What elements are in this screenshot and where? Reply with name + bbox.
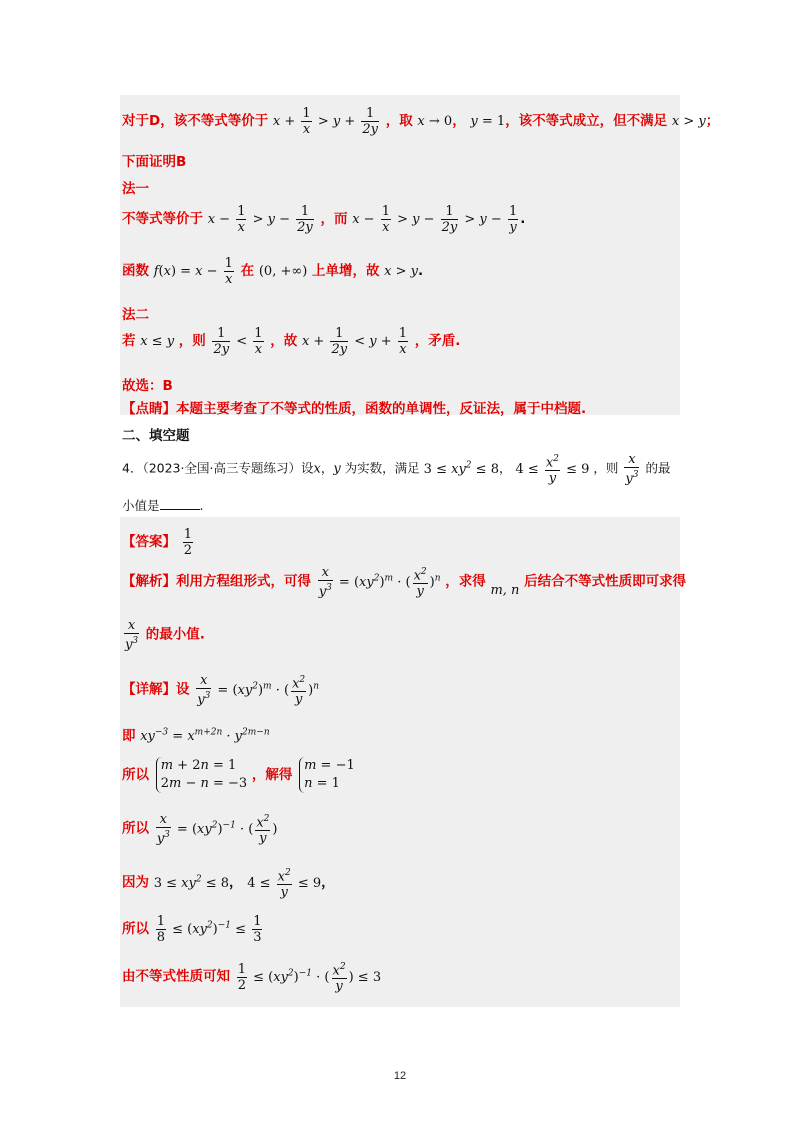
detail-line-5: 因为 $3 \le xy^2 \le 8$， 4 ≤ $\frac{x^2}{y}$ ≤ 9， <box>122 868 335 901</box>
answer-choice: 故选：B <box>122 378 173 394</box>
detail-line-6: 所以 $\frac{1}{8}$ ≤ $(xy^2)^{-1}$ ≤ $\frac{1}{3}$ <box>122 914 262 945</box>
method-one-line-2: 函数 f(x) = x − $\frac{1}{x}$ 在 (0, +∞) 上单增，故 x > y. <box>122 256 424 287</box>
answer-line: 【答案】 $\frac{1}{2}$ <box>122 527 192 558</box>
detail-line-7: 由不等式性质可知 $\frac{1}{2}$ ≤ $(xy^2)^{-1}$ · ( $\frac{x^2}{y}$ ) ≤ 3 <box>122 961 382 995</box>
solution-3-background <box>120 95 680 415</box>
method-two-line: 若 x ≤ y ，则 $\frac{1}{2y}$ < $\frac{1}{x}$ ，故 x + $\frac{1}{2y}$ < y + $\frac{1}{x}$ ，矛盾. <box>122 326 461 357</box>
detail-line-3: 所以 m + 2n = 1 2m − n = −3 ，解得 m = −1 n = 1 <box>122 758 355 791</box>
detail-line-1: 【详解】设 $\frac{x}{y^3}$ = $(xy^2)^m$ · ( $\frac{x^2}{y}$ )$^n$ <box>122 673 320 708</box>
method-two-heading: 法二 <box>122 307 149 323</box>
detail-line-4: 所以 $\frac{x}{y^3}$ = $(xy^2)^{-1}$ · ( $\frac{x^2}{y}$ ) <box>122 812 278 847</box>
answer-blank <box>160 509 200 510</box>
question-4-line-1: 4．（2023·全国·高三专题练习）设x，y 为实数，满足 $3 \le xy^2 \le 8$， 4 ≤ $\frac{x^2}{y}$ ≤ 9 ，则 $\frac{x}{y^3}$ 的最 <box>122 452 671 487</box>
detail-line-2: 即 $xy^{-3} = x^{m+2n} \cdot y^{2m-n}$ <box>122 727 270 744</box>
comment-note: 【点睛】本题主要考查了不等式的性质，函数的单调性，反证法，属于中档题. <box>122 401 587 417</box>
analysis-line-2: $\frac{x}{y^3}$ 的最小值. <box>125 618 205 653</box>
method-one-line-1: 不等式等价于 x − $\frac{1}{x}$ > y − $\frac{1}{2y}$ ，而 x − $\frac{1}{x}$ > y − $\frac{1}{2y}$ > y − $\frac{1}{y}$ . <box>122 204 526 235</box>
prove-b-heading: 下面证明B <box>122 154 187 170</box>
section-title: 二、填空题 <box>122 428 190 444</box>
page-number: 12 <box>393 1070 407 1082</box>
option-d-line: 对于D，该不等式等价于 x + $\frac{1}{x}$ > y + $\frac{1}{2y}$ ，取 x → 0， y = 1，该不等式成立，但不满足 x > y； <box>122 106 720 137</box>
analysis-line: 【解析】利用方程组形式，可得 $\frac{x}{y^3}$ = $(xy^2)^m$ · ( $\frac{x^2}{y}$ )$^n$ ，求得 m, n 后结合不等式性质即可求得 <box>122 565 687 600</box>
question-4-line-2: 小值是 . <box>122 498 204 513</box>
method-one-heading: 法一 <box>122 181 149 197</box>
